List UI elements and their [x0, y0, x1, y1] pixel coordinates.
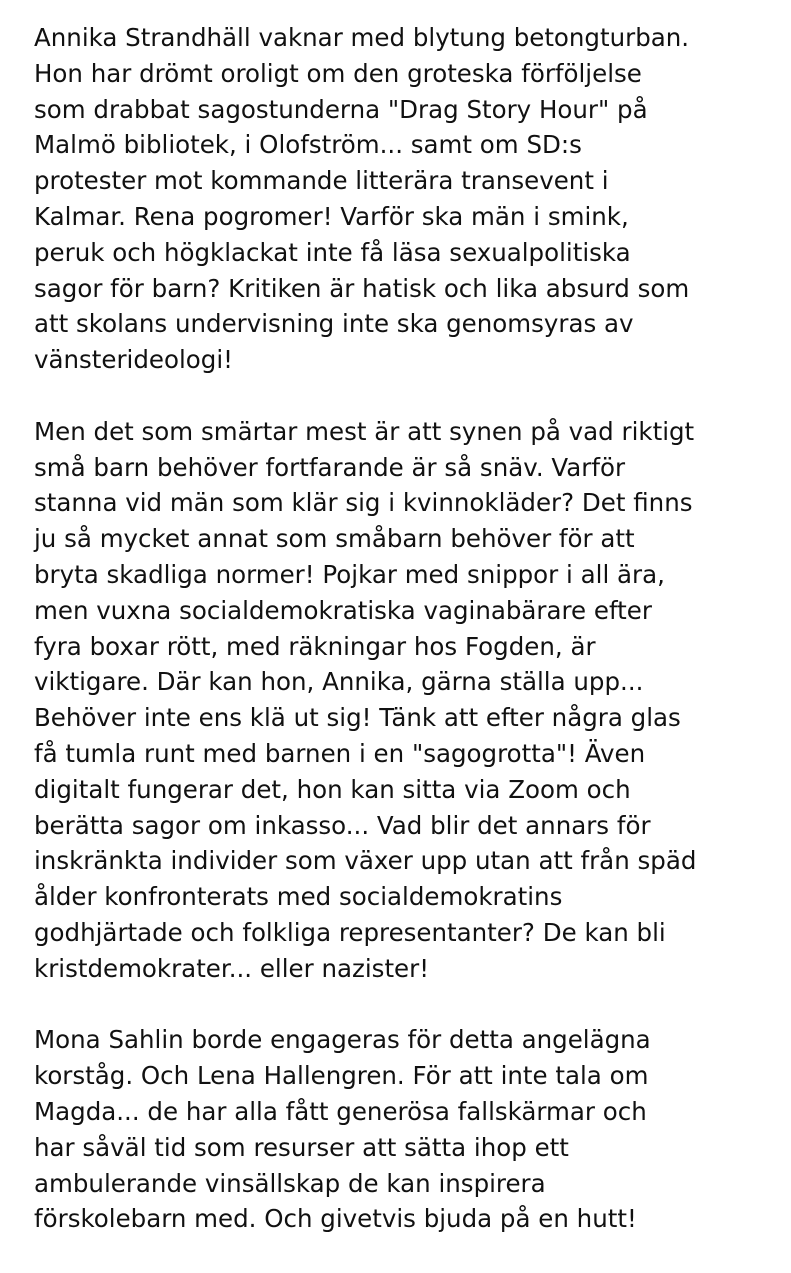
text-line: få tumla runt med barnen i en "sagogrotta"! Även — [34, 738, 646, 768]
text-line: små barn behöver fortfarande är så snäv. Varför — [34, 452, 626, 482]
text-line: ju så mycket annat som småbarn behöver för att — [34, 524, 635, 554]
text-line: Mona Sahlin borde engageras för detta angelägna — [34, 1025, 651, 1055]
text-line: fyra boxar rött, med räkningar hos Fogden, är — [34, 631, 596, 661]
paragraph-2 — [34, 414, 791, 987]
text-line: har såväl tid som resurser att sätta ihop ett — [34, 1132, 569, 1162]
text-line: kristdemokrater... eller nazister! — [34, 953, 430, 983]
text-line: sagor för barn? Kritiken är hatisk och lika absurd som — [34, 273, 690, 303]
text-line: bryta skadliga normer! Pojkar med snippor i all ära, — [34, 559, 665, 589]
text-line: digitalt fungerar det, hon kan sitta via Zoom och — [34, 774, 631, 804]
paragraph-1 — [34, 20, 791, 378]
text-line: Annika Strandhäll vaknar med blytung betongturban. — [34, 23, 690, 52]
text-line: peruk och högklackat inte få läsa sexualpolitiska — [34, 237, 631, 267]
text-line: Kalmar. Rena pogromer! Varför ska män i smink, — [34, 201, 629, 231]
text-line: ålder konfronterats med socialdemokratins — [34, 882, 563, 912]
text-line: inskränkta individer som växer upp utan att från späd — [34, 846, 697, 876]
text-line: Behöver inte ens klä ut sig! Tänk att efter några glas — [34, 703, 681, 733]
text-line: ambulerande vinsällskap de kan inspirera — [34, 1168, 546, 1198]
text-line: Malmö bibliotek, i Olofström... samt om SD:s — [34, 130, 582, 160]
text-line: berätta sagor om inkasso... Vad blir det annars för — [34, 810, 651, 840]
text-line: förskolebarn med. Och givetvis bjuda på en hutt! — [34, 1204, 637, 1234]
text-line: godhjärtade och folkliga representanter? De kan bli — [34, 917, 666, 947]
text-line: som drabbat sagostunderna "Drag Story Hour" på — [34, 94, 648, 124]
text-line: Magda... de har alla fått generösa fallskärmar och — [34, 1096, 647, 1126]
text-line: stanna vid män som klär sig i kvinnokläder? Det finns — [34, 488, 693, 518]
paragraph-3 — [34, 1022, 791, 1237]
post-text — [34, 20, 791, 1273]
text-line: korståg. Och Lena Hallengren. För att inte tala om — [34, 1061, 649, 1091]
text-line: Men det som smärtar mest är att synen på vad riktigt — [34, 416, 695, 446]
text-line: att skolans undervisning inte ska genomsyras av — [34, 309, 634, 339]
text-line: Hon har drömt oroligt om den groteska förföljelse — [34, 58, 642, 88]
text-line: viktigare. Där kan hon, Annika, gärna ställa upp... — [34, 667, 644, 697]
text-line: men vuxna socialdemokratiska vaginabärare efter — [34, 595, 652, 625]
text-line: protester mot kommande litterära transevent i — [34, 166, 609, 196]
text-line: vänsterideologi! — [34, 345, 233, 375]
